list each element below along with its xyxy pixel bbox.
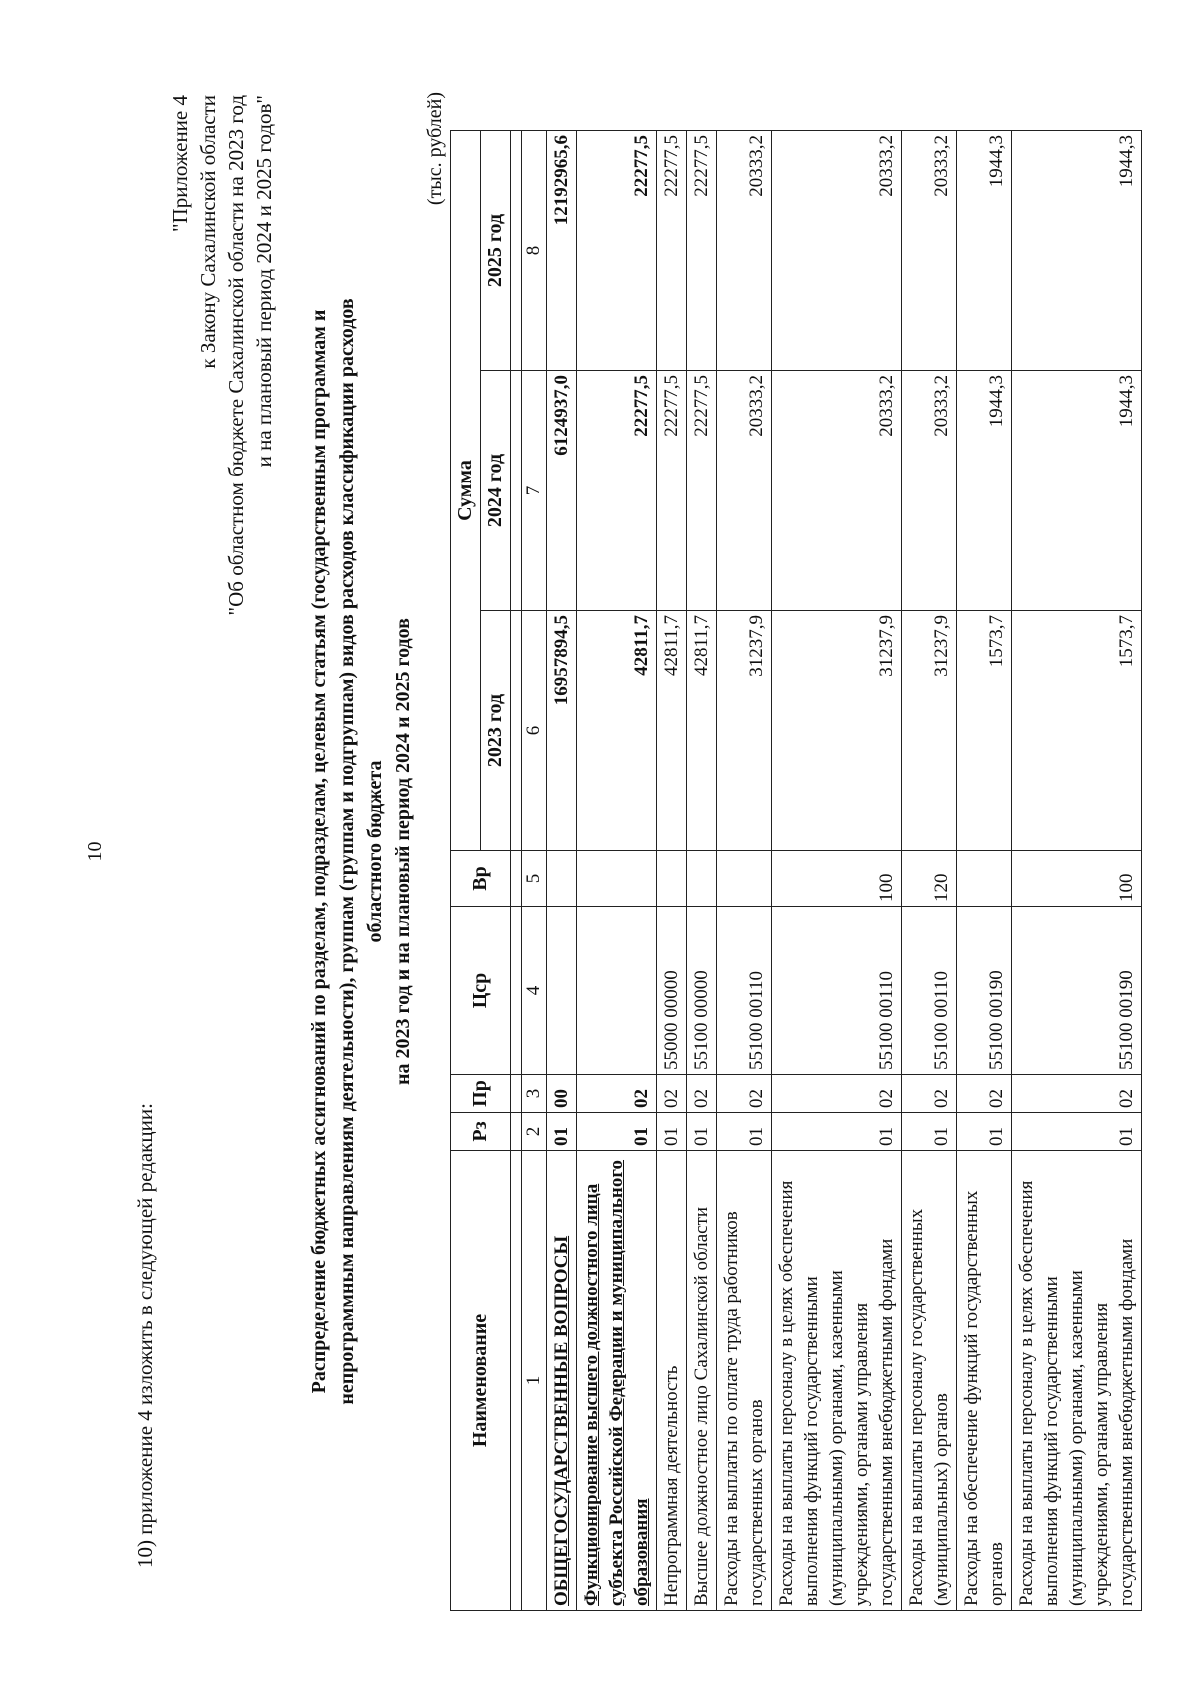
row-2023: 16957894,5 (547, 611, 577, 851)
row-2024: 1944,3 (1012, 371, 1142, 611)
table-row (902, 131, 957, 1611)
appendix-line-1: "Приложение 4 (168, 95, 192, 233)
row-csr (547, 907, 577, 1075)
header-2024: 2024 год (481, 371, 511, 611)
row-2024: 22277,5 (657, 371, 687, 611)
row-rz: 01 (772, 1113, 902, 1151)
header-rz: Рз (451, 1113, 511, 1151)
row-rz: 01 (1012, 1113, 1142, 1151)
row-csr (577, 907, 657, 1075)
row-2023: 42811,7 (687, 611, 717, 851)
row-2023: 31237,9 (772, 611, 902, 851)
row-rz: 01 (657, 1113, 687, 1151)
row-name: Высшее должностное лицо Сахалинской области (687, 1151, 717, 1611)
row-rz: 01 (902, 1113, 957, 1151)
row-2023: 31237,9 (717, 611, 772, 851)
table-row (547, 131, 577, 1611)
table-row (1012, 131, 1142, 1611)
header-gap (511, 131, 522, 1611)
appendix-line-2: к Закону Сахалинской области (196, 95, 220, 369)
row-2025: 20333,2 (717, 131, 772, 371)
row-name: Расходы на выплаты персоналу в целях обеспечения выполнения функций государственными (муниципальными) органами, казенными учреждениями, органами управления государственными внебюджетными фондами (772, 1151, 902, 1611)
row-2025: 1944,3 (957, 131, 1012, 371)
row-2024: 22277,5 (687, 371, 717, 611)
row-vr: 120 (902, 851, 957, 907)
row-vr (547, 851, 577, 907)
header-vr: Вр (451, 851, 511, 907)
row-csr: 55100 00110 (717, 907, 772, 1075)
row-name: ОБЩЕГОСУДАРСТВЕННЫЕ ВОПРОСЫ (547, 1151, 577, 1611)
document-title-line-4: на 2023 год и на плановый период 2024 и 2025 годов (392, 618, 414, 1085)
row-csr: 55100 00190 (1012, 907, 1142, 1075)
col-number: 2 (522, 1113, 547, 1151)
row-name: Расходы на обеспечение функций государственных органов (957, 1151, 1012, 1611)
row-pr: 02 (687, 1075, 717, 1113)
row-2023: 31237,9 (902, 611, 957, 851)
row-2024: 20333,2 (772, 371, 902, 611)
col-number: 4 (522, 907, 547, 1075)
row-name: Функционирование высшего должностного лица субъекта Российской Федерации и муниципального образования (577, 1151, 657, 1611)
page-number: 10 (84, 841, 106, 862)
row-rz: 01 (577, 1113, 657, 1151)
row-2024: 20333,2 (902, 371, 957, 611)
row-2023: 42811,7 (657, 611, 687, 851)
intro-line: 10) приложение 4 изложить в следующей редакции: (133, 1103, 157, 1568)
row-csr: 55100 00110 (772, 907, 902, 1075)
row-pr: 02 (717, 1075, 772, 1113)
row-vr (957, 851, 1012, 907)
row-csr: 55100 00000 (687, 907, 717, 1075)
row-csr: 55100 00110 (902, 907, 957, 1075)
row-rz: 01 (717, 1113, 772, 1151)
row-2023: 1573,7 (1012, 611, 1142, 851)
col-number: 7 (522, 371, 547, 611)
row-2025: 22277,5 (657, 131, 687, 371)
table-row (772, 131, 902, 1611)
row-pr: 02 (577, 1075, 657, 1113)
row-2025: 20333,2 (902, 131, 957, 371)
row-2024: 20333,2 (717, 371, 772, 611)
table-row (957, 131, 1012, 1611)
row-name: Расходы на выплаты по оплате труда работников государственных органов (717, 1151, 772, 1611)
row-name: Расходы на выплаты персоналу в целях обеспечения выполнения функций государственными (муниципальными) органами, казенными учреждениями, органами управления государственными внебюджетными фондами (1012, 1151, 1142, 1611)
header-2023: 2023 год (481, 611, 511, 851)
header-sum: Сумма (451, 131, 481, 851)
header-name: Наименование (451, 1151, 511, 1611)
row-rz: 01 (547, 1113, 577, 1151)
units-label: (тыс. рублей) (424, 92, 446, 206)
row-vr (687, 851, 717, 907)
document-title-line-3: областного бюджета (364, 760, 386, 943)
table-row (717, 131, 772, 1611)
row-pr: 02 (772, 1075, 902, 1113)
header-pr: Пр (451, 1075, 511, 1113)
col-number: 5 (522, 851, 547, 907)
row-2023: 1573,7 (957, 611, 1012, 851)
col-number: 8 (522, 131, 547, 371)
appendix-line-4: и на плановый период 2024 и 2025 годов" (252, 95, 276, 468)
col-number: 6 (522, 611, 547, 851)
col-number: 3 (522, 1075, 547, 1113)
row-2024: 22277,5 (577, 371, 657, 611)
document-title-line-2: непрограммным направлениям деятельности), группам (группам и подгруппам) видов расходов классификации расходов (336, 298, 358, 1405)
table-row (577, 131, 657, 1611)
row-name: Непрограммная деятельность (657, 1151, 687, 1611)
row-name: Расходы на выплаты персоналу государственных (муниципальных) органов (902, 1151, 957, 1611)
row-2025: 22277,5 (687, 131, 717, 371)
col-number: 1 (522, 1151, 547, 1611)
row-2025: 12192965,6 (547, 131, 577, 371)
row-2024: 1944,3 (957, 371, 1012, 611)
table-row (687, 131, 717, 1611)
budget-table (450, 130, 1142, 1611)
row-vr: 100 (1012, 851, 1142, 907)
table-row (657, 131, 687, 1611)
row-vr: 100 (772, 851, 902, 907)
row-2023: 42811,7 (577, 611, 657, 851)
row-2025: 22277,5 (577, 131, 657, 371)
row-pr: 02 (957, 1075, 1012, 1113)
row-2025: 20333,2 (772, 131, 902, 371)
row-pr: 00 (547, 1075, 577, 1113)
row-pr: 02 (902, 1075, 957, 1113)
appendix-line-3: "Об областном бюджете Сахалинской области на 2023 год (224, 95, 248, 616)
row-pr: 02 (1012, 1075, 1142, 1113)
row-vr (717, 851, 772, 907)
row-pr: 02 (657, 1075, 687, 1113)
column-number-row (522, 131, 547, 1611)
header-2025: 2025 год (481, 131, 511, 371)
document-title-line-1: Распределение бюджетных ассигнований по разделам, подразделам, целевым статьям (государственным программам и (308, 309, 330, 1394)
row-csr: 55000 00000 (657, 907, 687, 1075)
row-vr (577, 851, 657, 907)
row-vr (657, 851, 687, 907)
row-2024: 6124937,0 (547, 371, 577, 611)
row-rz: 01 (687, 1113, 717, 1151)
row-2025: 1944,3 (1012, 131, 1142, 371)
header-csr: Цср (451, 907, 511, 1075)
row-rz: 01 (957, 1113, 1012, 1151)
row-csr: 55100 00190 (957, 907, 1012, 1075)
